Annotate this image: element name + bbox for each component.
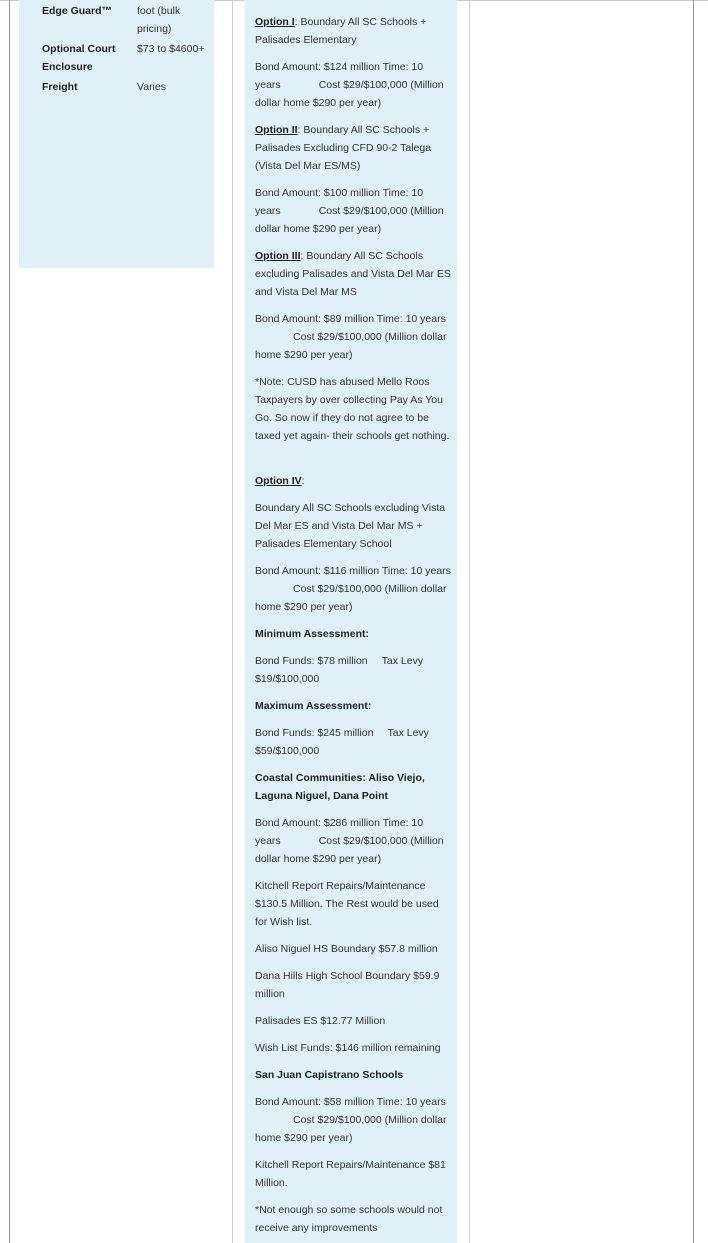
option-1-label: Option I	[255, 16, 295, 28]
option-1-bond: Bond Amount: $124 million Time: 10 years Cost $29/$100,000 (Million dollar home $290 per year)	[255, 61, 444, 109]
coastal-bond: Bond Amount: $286 million Time: 10 years Cost $29/$100,000 (Million dollar home $290 per year)	[255, 817, 444, 865]
option-2-bond: Bond Amount: $100 million Time: 10 years Cost $29/$100,000 (Million dollar home $290 per year)	[255, 187, 444, 235]
option-4-label: Option IV	[255, 475, 302, 487]
wish-list-funds: Wish List Funds: $146 million remaining	[255, 1042, 441, 1054]
palisades-es: Palisades ES $12.77 Million	[255, 1015, 386, 1027]
option-4-text: Boundary All SC Schools excluding Vista Del Mar ES and Vista Del Mar MS + Palisades Elementary School	[255, 502, 446, 550]
minimum-assessment-heading: Minimum Assessment:	[255, 628, 369, 640]
dana-hills-boundary: Dana Hills High School Boundary $59.9 million	[255, 970, 440, 1000]
option-2-label: Option II	[255, 124, 298, 136]
option-3	[255, 247, 451, 301]
option-1-text: : Boundary All SC Schools + Palisades Elementary	[255, 16, 427, 46]
option-2	[255, 121, 451, 175]
option-2-text: : Boundary All SC Schools + Palisades Excluding CFD 90-2 Talega (Vista Del Mar ES/MS)	[255, 124, 432, 172]
kitchell-report-coastal: Kitchell Report Repairs/Maintenance $130.5 Million. The Rest would be used for Wish list.	[255, 880, 439, 928]
option-4-heading: Option IV:	[255, 475, 305, 487]
product-price: Varies	[137, 81, 166, 93]
product-name: Optional Court Enclosure	[42, 43, 116, 73]
sjc-bond: Bond Amount: $58 million Time: 10 yearsCost $29/$100,000 (Million dollar home $290 per year)	[255, 1096, 447, 1144]
column-divider-1	[232, 0, 233, 1243]
product-price: foot (bulk pricing)	[137, 5, 181, 35]
pricing-cell	[19, 0, 214, 268]
table-border-left	[9, 0, 10, 1243]
minimum-assessment-values: Bond Funds: $78 million Tax Levy $19/$100,000	[255, 655, 424, 685]
maximum-assessment-values: Bond Funds: $245 million Tax Levy $59/$100,000	[255, 727, 429, 757]
bond-options-cell	[245, 0, 457, 1243]
not-enough-note: *Not enough so some schools would not receive any improvements	[255, 1204, 443, 1234]
cusd-note: *Note: CUSD has abused Mello Roos Taxpayers by over collecting Pay As You Go. So now if they do not agree to be taxed yet again- their schools get nothing.	[255, 376, 450, 442]
product-name: Edge Guard™	[42, 5, 113, 17]
product-price: $73 to $4600+	[137, 43, 205, 55]
product-name: Freight	[42, 81, 78, 93]
kitchell-report-sjc: Kitchell Report Repairs/Maintenance $81 Million.	[255, 1159, 446, 1189]
option-1	[255, 13, 451, 49]
maximum-assessment-heading: Maximum Assessment:	[255, 700, 372, 712]
option-3-bond: Bond Amount: $89 million Time: 10 yearsCost $29/$100,000 (Million dollar home $290 per year)	[255, 313, 447, 361]
sjc-heading: San Juan Capistrano Schools	[255, 1069, 404, 1081]
option-4-bond: Bond Amount: $116 million Time: 10 yearsCost $29/$100,000 (Million dollar home $290 per year)	[255, 565, 451, 613]
option-3-text: : Boundary All SC Schools excluding Palisades and Vista Del Mar ES and Vista Del Mar MS	[255, 250, 451, 298]
coastal-communities-heading: Coastal Communities: Aliso Viejo, Laguna Niguel, Dana Point	[255, 772, 425, 802]
option-3-label: Option III	[255, 250, 301, 262]
column-divider-2	[469, 0, 470, 1243]
aliso-niguel-boundary: Aliso Niguel HS Boundary $57.8 million	[255, 943, 438, 955]
table-border-right	[693, 0, 694, 1243]
